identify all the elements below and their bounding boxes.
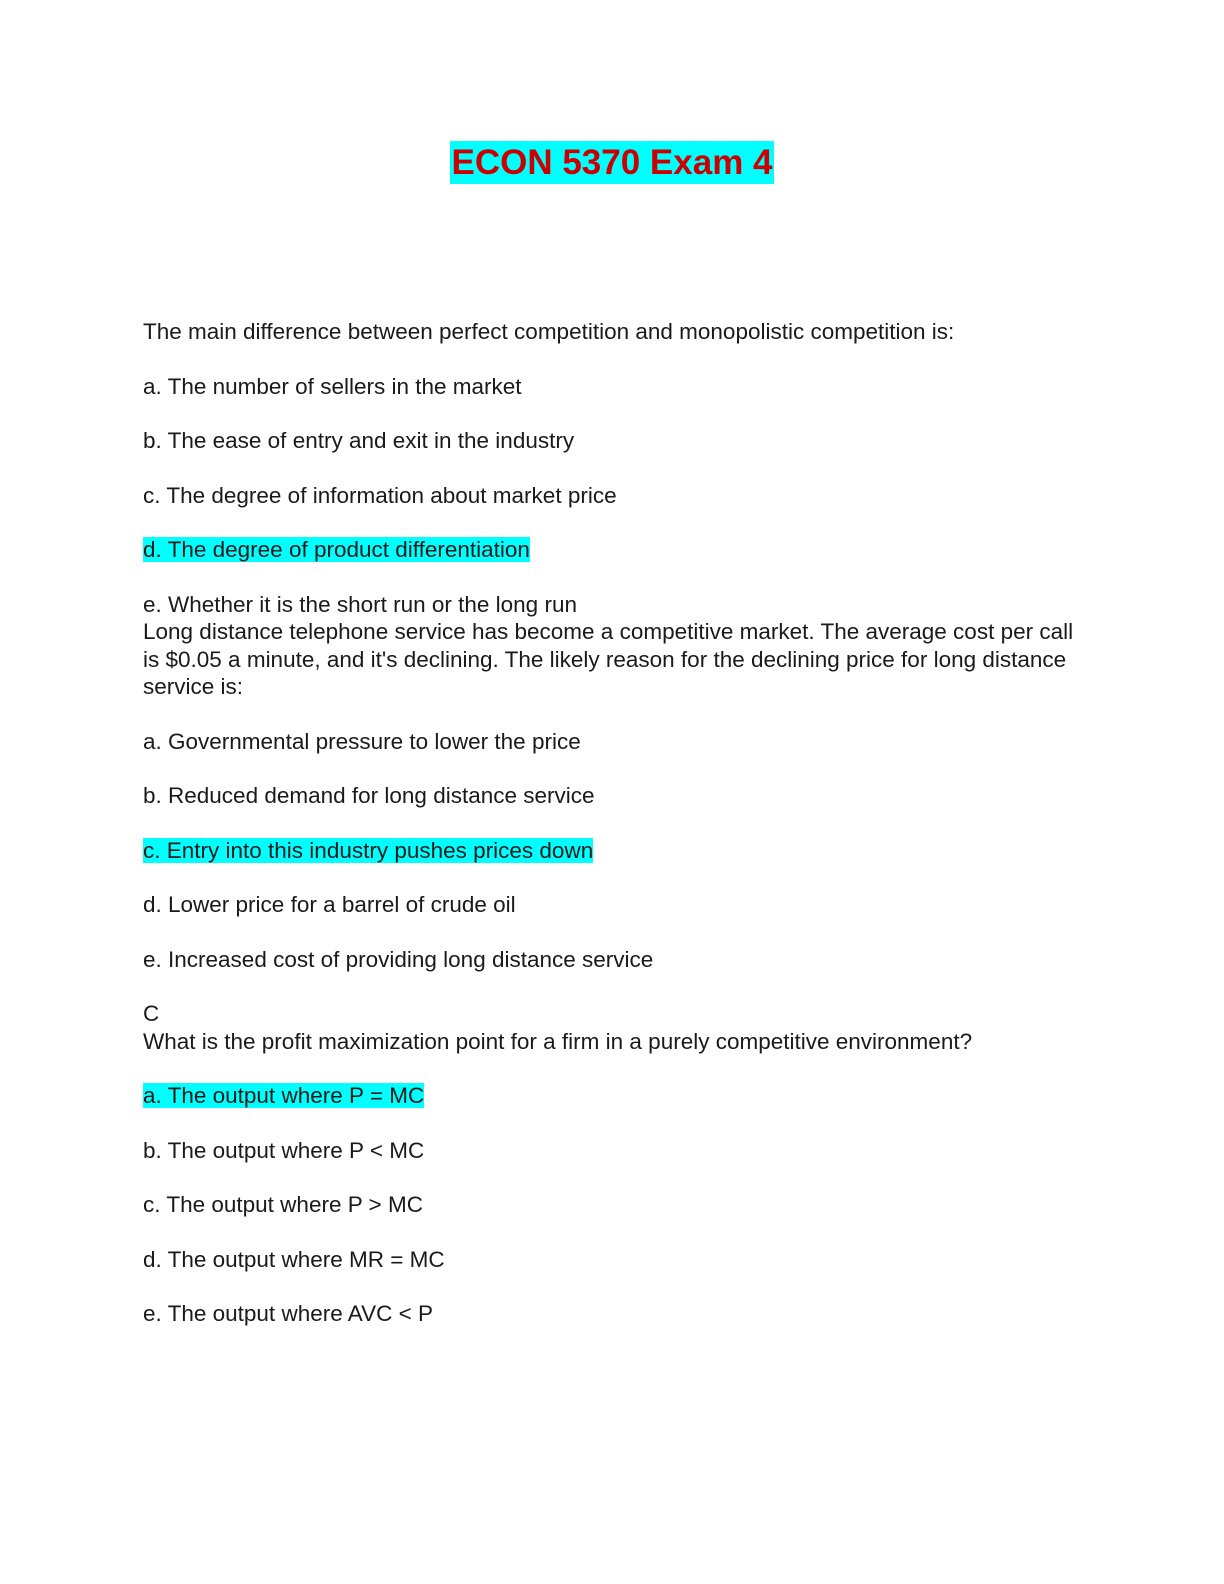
question-2-text: Long distance telephone service has become a competitive market. The average cost per call is $0.05 a minute, and it's declining. The likely reason for the declining price for long distance service is: xyxy=(143,619,1074,699)
question-2-option-a: a. Governmental pressure to lower the price xyxy=(143,728,581,754)
question-1-option-a: a. The number of sellers in the market xyxy=(143,373,522,399)
question-1-option-b: b. The ease of entry and exit in the industry xyxy=(143,428,575,453)
title-container xyxy=(0,141,1224,184)
highlighted-answer: a. The output where P = MC xyxy=(143,1083,425,1108)
question-3-option-d: d. The output where MR = MC xyxy=(143,1246,445,1272)
question-3-option-a xyxy=(143,1082,1083,1110)
question-3-option-c: c. The output where P > MC xyxy=(143,1192,423,1217)
question-1-text: The main difference between perfect competition and monopolistic competition is: xyxy=(143,319,955,344)
page-title: ECON 5370 Exam 4 xyxy=(451,143,773,182)
highlighted-answer: d. The degree of product differentiation xyxy=(143,537,530,562)
question-3-option-e: e. The output where AVC < P xyxy=(143,1301,433,1326)
question-2-option-c xyxy=(143,837,1083,865)
question-3-option-b: b. The output where P < MC xyxy=(143,1137,425,1163)
question-2-option-b: b. Reduced demand for long distance service xyxy=(143,783,595,808)
question-2-option-e: e. Increased cost of providing long distance service xyxy=(143,946,654,972)
exam-content xyxy=(143,318,1083,1328)
question-3-text: What is the profit maximization point for a firm in a purely competitive environment? xyxy=(143,1028,973,1054)
highlighted-answer: c. Entry into this industry pushes prices down xyxy=(143,837,594,863)
question-1-option-e: e. Whether it is the short run or the long run xyxy=(143,591,577,617)
question-2-option-d: d. Lower price for a barrel of crude oil xyxy=(143,892,516,917)
question-2-answer-note: C xyxy=(143,1001,160,1026)
question-1-option-c: c. The degree of information about market price xyxy=(143,482,617,508)
question-1-option-d xyxy=(143,536,1083,564)
